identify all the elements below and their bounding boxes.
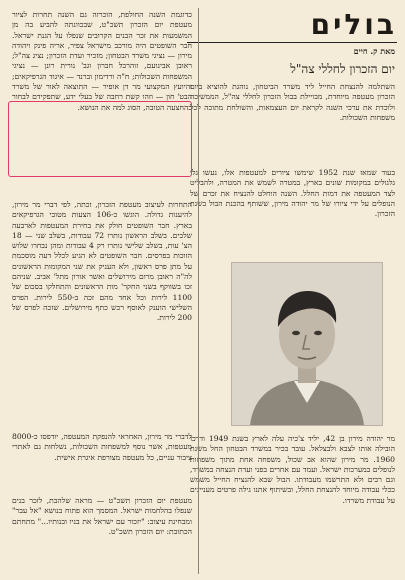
- column-divider: [198, 8, 199, 574]
- portrait-photo: [231, 262, 383, 426]
- section-heading: יום הזכרון לחללי צה"ל: [290, 62, 395, 76]
- right-paragraph-1: השתלמה להנצחת החייל ליד משרד הביטחון, נוהגת להוציא ביום הזכרון מעטפה מיוחדת, מבויילת בבול הזכרון לחללי צה"ל, הממשיכה ולוכדת את ערכי השנה לקראת יום העצמאות, והשולחת מתוכה לכל משפחות השכולות.: [190, 82, 395, 122]
- left-paragraph-3: לדברי מר מירון, האחראי להנפקת המעטפה, יודפסו כ-8000 מעטפות, אשר נוסף למשפחות השכולות, נשלחות גם לאתרי ציבור עניים, כל מעטפה מצורפת איגרת אישית.: [12, 432, 192, 462]
- byline: מאת ק. חיים: [353, 46, 395, 56]
- masthead-title: בולים: [310, 8, 397, 41]
- right-paragraph-3: מר יהודה מירון בן 42, יליד צ'כיה עלה לארץ בשנת 1949 ודרכו הובילה אותו לצבא ולבצלאל. עובד בכיר במשרד הבטחון החל משנת 1960. מר מירון שהוא אב שכול, משפחה אחת מתוך משפחות לנופלים במערכות ישראל. ועמד עם אחרים בפני ועדת הנצחה במשרד, וגם רבים ולא התרשמו מעבודתו. הבול שבא להנציח החייל משמש ככלי עבודה מיוחד להנצחת החלל, ובשיתוף אתנו גילה פרטים מעניינים על עבודת משרדו.: [190, 434, 396, 505]
- highlight-box: [8, 101, 192, 177]
- left-paragraph-2: התחרות לעיצוב מעטפת הזכרון, זכתה, לפי דברי מר מירון, להיענות גדולה. הוגשו כ-106 הצעות מטובי הגרפיקאים בארץ. חבר השופטים חולק את בחירת המעטפות לארבעה שלבים. בשלב הראשון נותרו 72 עבודות, בשלב שני — 18 הצ' עות, בשלב שלישי נותרו רק 4 עבודות ומהן נבחרו שלוש הזוכות בפרסים. חבר השופטים לא הגיע לכלל דעה מוסכמת על מתן פרס ראשון, ולא העניק את שני המקומות הראשונים לה"ה ראובן מרום מירושלים ואשר אורון מתל' אביב. שניהם זכו בשווקף בשני החקר' מות הראשונים והתחלקו בסכום של 1100 לירות וכל אחד מהם זכה ב-550 לירות. הפרס השלישי הוענק לאוסף רכש כתף מירושלים. שזכה לפרס של 200 לירות.: [12, 200, 193, 323]
- left-paragraph-1: כדוגמת השנה החולפת, הוכרזה גם השנה תחרות לציור מעטפת יום הזכרון תשכ"ט, שבכוונתה להביע בה מן המשמעות את זכר הבנים הקרובים שנפלו על הגנת ישראל. חבר השופטים היה מורכב מישראל צפיר, אריה פינק ויהודה מירון — נציגי משרד הבטחון; מזכיר ועדת הזכרון; נציג צה"ל; ראובן אבינועם, זוהרבל חברון וגב' נורית רונן — נציגי המשפחות השכולות; ח"ה ורדימון וברנד — איגוד הגרפיקאים; והיועץ המקצועי מר דן אופיר — התוצאה לאור של משרד הבט' חון — וזהו קשת רחבה של בעלי ידע, שתפקידם לבחור בהחצעה הטובה, הסוג למה את הנושא.: [12, 10, 192, 112]
- right-paragraph-2: בעוד שמאז שנת 1952 שימשו ציורים למעטפות אלו, נעשו גלי גלגולים במקומות שונים בארץ, במטרה לשמש את המטרה, ולהבליט לצד המעטפה את דמות החלל. השנה הוחלט להנציח את זכרם של הנופלים על ידי ציורו של מר יהודה מירון, ששותף בהכנת הבול בשנת הזכרון.: [190, 168, 395, 219]
- masthead: [187, 6, 397, 43]
- left-paragraph-4: מעטפת יום הזכרון תשכ"ט — מראה שלהבת, לזכר בנים שנפלו בהלחמות ישראל. המסמך הוא פתוח בנושא "אל עבר" ומבחינת עיצוב: "יזכור עם ישראל את בניו ובנותיו..." מתחתם הכתובת: יום הזכרון תשכ"ט.: [12, 496, 192, 536]
